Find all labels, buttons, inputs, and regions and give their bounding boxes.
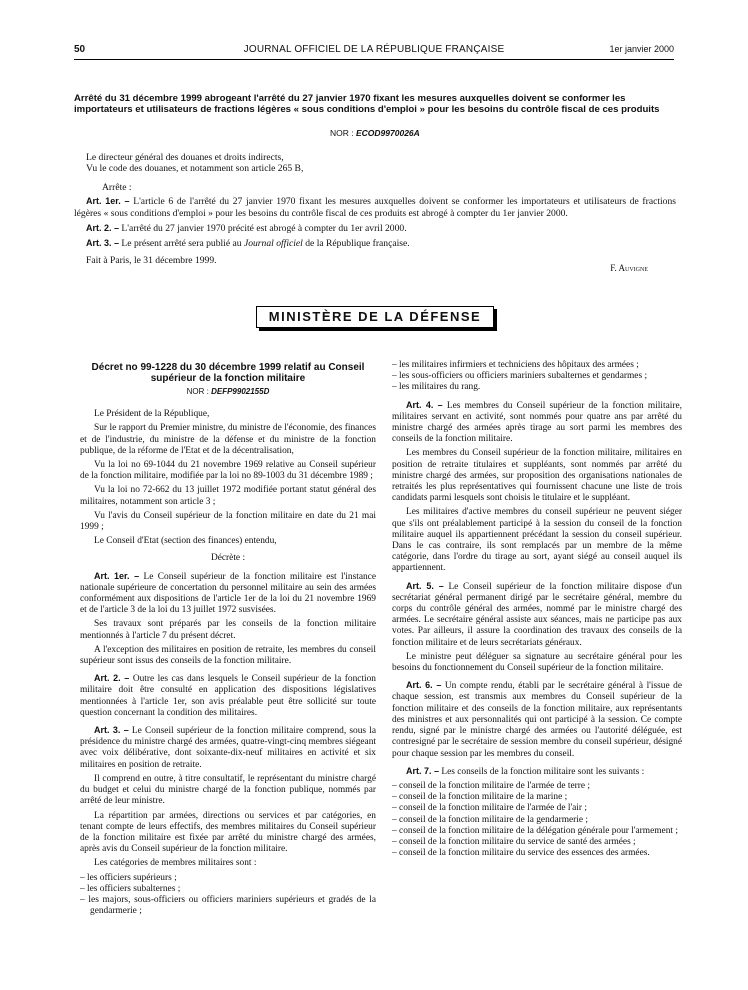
decret-right-column [392, 360, 682, 862]
list-item: – conseil de la fonction militaire du service des essences des armées. [392, 848, 682, 859]
decret-paragraph: Les catégories de membres militaires sont : [94, 858, 257, 869]
list-item: – conseil de la fonction militaire de l'armée de terre ; [392, 781, 682, 792]
list-item: – les sous-officiers ou officiers mariniers subalternes et gendarmes ; [392, 371, 682, 382]
list-item: – conseil de la fonction militaire de la gendarmerie ; [392, 815, 682, 826]
decret-paragraph: Sur le rapport du Premier ministre, du ministre de l'économie, des finances et de l'industrie, du ministre de la défense et du ministre de la fonction publique, de la réforme de l'Etat et de la décentralisation, [80, 423, 376, 456]
article-text: L'arrêté du 27 janvier 1970 précité est abrogé à compter du 1er avril 2000. [121, 223, 407, 234]
decret-paragraph: A l'exception des militaires en position de retraite, les membres du conseil supérieur sont issus des conseils de la fonction militaire. [80, 644, 376, 667]
list-item: – les militaires infirmiers et techniciens des hôpitaux des armées ; [392, 360, 682, 371]
category-list-continued [392, 360, 682, 394]
council-list [392, 781, 682, 859]
journal-name: Journal officiel [243, 238, 303, 249]
arrete-title: Arrêté du 31 décembre 1999 abrogeant l'arrêté du 27 janvier 1970 fixant les mesures auxquelles doivent se conformer les importateurs et utilisateurs de fractions légères « sous conditions d'emploi » pour les besoins du contrôle fiscal de ces produits [74, 93, 660, 115]
arrete-article-1 [74, 196, 676, 219]
article-text-end: de la République française. [305, 238, 410, 249]
journal-title: JOURNAL OFFICIEL DE LA RÉPUBLIQUE FRANÇAISE [243, 44, 505, 55]
page-header [74, 44, 674, 60]
decret-paragraph: Les militaires d'active membres du conseil supérieur ne peuvent siéger que s'ils ont préalablement participé à la session du conseil de la fonction militaire auquel ils appartiennent précédant la session du conseil supérieur. Dans le cas contraire, ils sont remplacés par un membre de la même catégorie, dans l'ordre du tirage au sort, ayant siégé au conseil auquel ils appartiennent. [392, 507, 682, 574]
decret-paragraph: La répartition par armées, directions ou services et par catégories, en tenant compte de leurs effectifs, des membres militaires du Conseil supérieur de la fonction militaire est fixée par arrêté du ministre chargé des armées, après avis du Conseil supérieur de la fonction militaire. [80, 810, 376, 855]
list-item: – les militaires du rang. [392, 382, 682, 393]
decret-paragraph: Vu l'avis du Conseil supérieur de la fonction militaire en date du 21 mai 1999 ; [80, 510, 376, 533]
decret-nor: NOR : DEFP9902155D [186, 387, 270, 396]
article-text: L'article 6 de l'arrêté du 27 janvier 1970 fixant les mesures auxquelles doivent se conformer les importateurs et utilisateurs de fractions légères « sous conditions d'emploi » pour les besoins du contrôle fiscal de ces produits est abrogé à compter du 1er janvier 2000. [74, 196, 676, 219]
decret-article-4: Art. 4. – Les membres du Conseil supérieur de la fonction militaire, militaires servant en activité, sont nommés pour quatre ans par arrêté du ministre chargé des armées après tirage au sort parmi les membres des conseils de la fonction militaire. [392, 399, 683, 445]
article-text: Le présent arrêté sera publié au [121, 238, 242, 249]
arrete-intro-2: Vu le code des douanes, et notamment son article 265 B, [86, 163, 304, 174]
article-label: Art. 2. – [86, 223, 120, 233]
arrete-fait: Fait à Paris, le 31 décembre 1999. [86, 255, 217, 266]
category-list [80, 873, 376, 918]
list-item: – les majors, sous-officiers ou officiers mariniers supérieurs et gradés de la gendarmerie ; [80, 895, 376, 917]
decret-article-5: Art. 5. – Le Conseil supérieur de la fonction militaire dispose d'un secrétariat général permanent dirigé par le secrétaire général, membre du corps du contrôle général des armées, nommé par le ministre chargé des armées. Le secrétaire général assiste aux séances, mais ne participe pas aux votes. Par ailleurs, il assure la coordination des travaux des conseils de la fonction militaire et de leurs secrétariats généraux. [392, 580, 682, 648]
decret-paragraph: Ses travaux sont préparés par les conseils de la fonction militaire mentionnés à l'article 7 du présent décret. [80, 619, 376, 641]
article-label: Art. 3. – [86, 238, 120, 248]
decret-article-2: Art. 2. – Outre les cas dans lesquels le Conseil supérieur de la fonction militaire doit être consulté en application des dispositions législatives mentionnées à l'article 1er, son avis préalable peut être sollicité sur toute question concernant la condition des militaires. [80, 673, 376, 718]
arrete-article-2 [86, 223, 676, 235]
article-label: Art. 1er. – [86, 196, 130, 206]
nor-code: ECOD9970026A [356, 128, 420, 138]
decrete-label: Décrète : [210, 553, 246, 564]
decret-article-3: Art. 3. – Le Conseil supérieur de la fonction militaire comprend, sous la présidence du ministre chargé des armées, quatre-vingt-cinq membres siégeant avec voix délibérative, dont soixante-dix-neuf militaires en activité et six militaires en position de retraite. [80, 725, 376, 770]
list-item: – les officiers supérieurs ; [80, 873, 376, 884]
nor-label: NOR : [330, 128, 354, 138]
decret-paragraph: Vu la loi no 72-662 du 13 juillet 1972 modifiée portant statut général des militaires, notamment son article 3 ; [80, 485, 376, 507]
decret-paragraph: Vu la loi no 69-1044 du 21 novembre 1969 relative au Conseil supérieur de la fonction militaire, modifiée par la loi no 89-1003 du 31 décembre 1989 ; [80, 460, 376, 482]
ministry-banner: MINISTÈRE DE LA DÉFENSE [256, 306, 494, 328]
header-rule [74, 59, 674, 60]
list-item: – conseil de la fonction militaire de la délégation générale pour l'armement ; [392, 826, 682, 837]
list-item: – conseil de la fonction militaire de l'armée de l'air ; [392, 803, 682, 814]
arrete-signature: F. Auvigne [610, 263, 648, 273]
decret-paragraph: Les membres du Conseil supérieur de la fonction militaire, militaires en position de retraite titulaires et suppléants, sont nommés par arrêté du ministre chargé des armées, sur proposition des organisations nationales de retraités les plus représentatives qui fournissent chacune une liste de trois candidats parmi lesquels sont choisis le titulaire et le suppléant. [392, 448, 682, 504]
list-item: – conseil de la fonction militaire de la marine ; [392, 792, 682, 803]
decret-article-6: Art. 6. – Un compte rendu, établi par le secrétaire général à l'issue de chaque session, est transmis aux membres du Conseil supérieur de la fonction militaire et des conseils de la fonction militaire, aux représentants des ministres et aux personnalités qui ont participé à la session. Ce compte rendu, signé par le ministre chargé des armées ou l'autorité déléguée, est contresigné par le secrétaire de session membre du conseil supérieur, désigné pour chaque session par les membres du conseil. [392, 680, 682, 759]
list-item: – les officiers subalternes ; [80, 884, 376, 895]
decret-article-1: Art. 1er. – Le Conseil supérieur de la fonction militaire est l'instance nationale supérieure de concertation du personnel militaire au sein des armées conformément aux dispositions de l'article 1er de la loi du 21 novembre 1969 et de l'article 3 de la loi du 13 juillet 1972 susvisées. [80, 570, 377, 616]
arrete-label: Arrête : [102, 182, 132, 193]
issue-date: 1er janvier 2000 [609, 44, 674, 54]
decret-article-7: Art. 7. – Les conseils de la fonction militaire sont les suivants : [406, 765, 645, 777]
decret-left-column [80, 362, 376, 920]
decret-paragraph: Il comprend en outre, à titre consultatif, le représentant du ministre chargé du budget et celui du ministre chargé de la fonction publique, nommés par arrêté de leur ministre. [80, 773, 376, 807]
decret-paragraph: Le Conseil d'Etat (section des finances) entendu, [94, 536, 277, 547]
decret-paragraph: Le Président de la République, [94, 409, 210, 420]
decret-paragraph: Le ministre peut déléguer sa signature au secrétaire général pour les besoins du fonctionnement du Conseil supérieur de la fonction militaire. [392, 651, 682, 674]
page-number: 50 [74, 44, 86, 55]
arrete-nor [330, 128, 420, 138]
decret-title: Décret no 99-1228 du 30 décembre 1999 relatif au Conseil supérieur de la fonction militaire [91, 362, 365, 384]
list-item: – conseil de la fonction militaire du service de santé des armées ; [392, 837, 682, 848]
arrete-intro-1: Le directeur général des douanes et droits indirects, [86, 152, 284, 163]
arrete-article-3 [86, 238, 676, 250]
